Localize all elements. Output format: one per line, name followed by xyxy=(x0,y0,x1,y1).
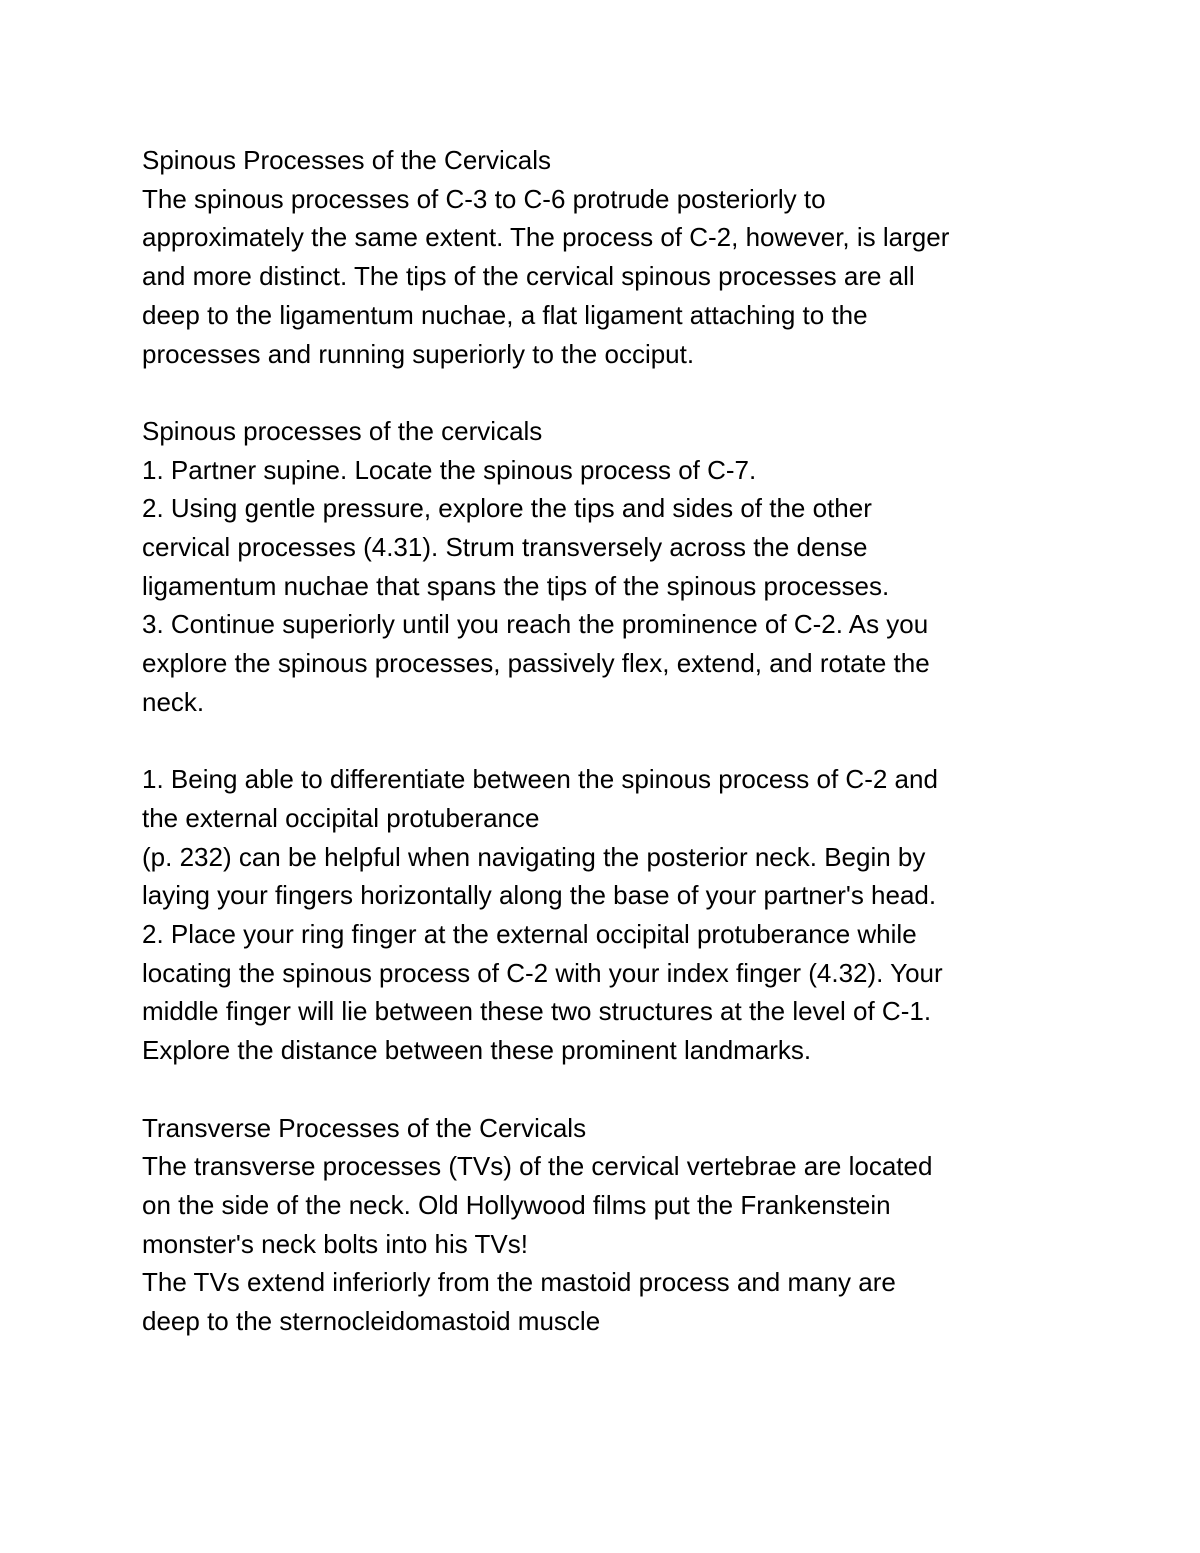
paragraph-line: and more distinct. The tips of the cervical spinous processes are all xyxy=(142,261,915,292)
paragraph-line: The spinous processes of C-3 to C-6 protrude posteriorly to xyxy=(142,183,826,214)
section-transverse-processes xyxy=(142,1109,1072,1341)
paragraph-line: processes and running superiorly to the occiput. xyxy=(142,338,695,369)
paragraph-gap xyxy=(142,373,1072,412)
paragraph-gap xyxy=(142,722,1072,761)
paragraph-line: deep to the sternocleidomastoid muscle xyxy=(142,1306,601,1337)
paragraph-line: 2. Using gentle pressure, explore the tips and sides of the other xyxy=(142,493,872,524)
paragraph-line: laying your fingers horizontally along the base of your partner's head. xyxy=(142,880,937,911)
paragraph-line: deep to the ligamentum nuchae, a flat ligament attaching to the xyxy=(142,299,868,330)
paragraph-line: explore the spinous processes, passively flex, extend, and rotate the xyxy=(142,648,930,679)
section-heading: Transverse Processes of the Cervicals xyxy=(142,1112,587,1143)
paragraph-gap xyxy=(142,1070,1072,1109)
paragraph-line: 2. Place your ring finger at the external occipital protuberance while xyxy=(142,919,917,950)
paragraph-line: middle finger will lie between these two structures at the level of C-1. xyxy=(142,996,932,1027)
section-spinous-steps xyxy=(142,412,1072,722)
paragraph-line: ligamentum nuchae that spans the tips of the spinous processes. xyxy=(142,570,890,601)
section-heading: Spinous Processes of the Cervicals xyxy=(142,145,551,175)
paragraph-line: monster's neck bolts into his TVs! xyxy=(142,1228,528,1259)
document-page xyxy=(142,141,1072,1341)
paragraph-line: 1. Being able to differentiate between the spinous process of C-2 and xyxy=(142,764,938,795)
paragraph-line: the external occipital protuberance xyxy=(142,802,540,833)
paragraph-line: 3. Continue superiorly until you reach the prominence of C-2. As you xyxy=(142,609,929,640)
paragraph-line: locating the spinous process of C-2 with your index finger (4.32). Your xyxy=(142,957,943,988)
paragraph-line: The transverse processes (TVs) of the cervical vertebrae are located xyxy=(142,1151,933,1182)
section-spinous-overview xyxy=(142,141,1072,373)
paragraph-line: approximately the same extent. The process of C-2, however, is larger xyxy=(142,222,950,253)
paragraph-line: neck. xyxy=(142,686,205,717)
paragraph-line: on the side of the neck. Old Hollywood films put the Frankenstein xyxy=(142,1189,891,1220)
section-heading: Spinous processes of the cervicals xyxy=(142,415,543,446)
section-c2-landmarks xyxy=(142,760,1072,1070)
paragraph-line: The TVs extend inferiorly from the mastoid process and many are xyxy=(142,1267,896,1298)
paragraph-line: (p. 232) can be helpful when navigating the posterior neck. Begin by xyxy=(142,841,926,872)
paragraph-line: Explore the distance between these prominent landmarks. xyxy=(142,1035,812,1066)
paragraph-line: 1. Partner supine. Locate the spinous process of C-7. xyxy=(142,454,757,485)
paragraph-line: cervical processes (4.31). Strum transversely across the dense xyxy=(142,532,868,563)
